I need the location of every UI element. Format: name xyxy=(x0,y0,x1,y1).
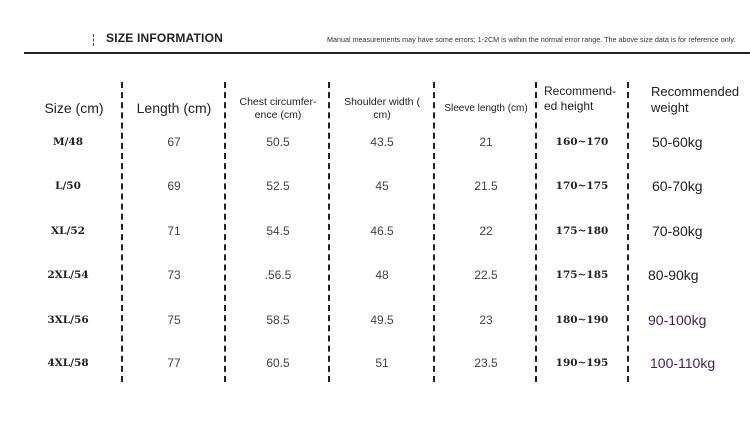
height-cell: 180~190 xyxy=(555,314,609,326)
shoulder-cell: 48 xyxy=(375,268,389,282)
height-cell: 175~180 xyxy=(555,225,609,237)
chest-cell: 50.5 xyxy=(266,135,290,149)
length-cell: 67 xyxy=(167,135,181,149)
height-cell: 170~175 xyxy=(555,180,609,192)
weight-cell: 100-110kg xyxy=(650,355,716,371)
weight-cell: 80-90kg xyxy=(648,267,699,283)
header-chest-line2: ence (cm) xyxy=(254,109,302,121)
weight-cell: 60-70kg xyxy=(652,178,703,194)
header-size-label: Size (cm) xyxy=(44,100,104,117)
sleeve-cell: 23.5 xyxy=(474,356,498,370)
height-cell: 190~195 xyxy=(555,357,609,369)
table-row xyxy=(0,216,750,246)
header-divider-mark xyxy=(93,34,96,46)
chest-cell: 54.5 xyxy=(266,224,290,238)
height-cell: 175~185 xyxy=(555,269,609,281)
table-row xyxy=(0,305,750,335)
shoulder-cell: 49.5 xyxy=(370,313,394,327)
shoulder-cell: 45 xyxy=(375,179,389,193)
size-cell: 4XL/58 xyxy=(47,357,89,369)
chest-cell: 52.5 xyxy=(266,179,290,193)
table-row xyxy=(0,127,750,157)
chest-cell: 58.5 xyxy=(266,313,290,327)
size-cell: 3XL/56 xyxy=(47,314,89,326)
header-shoulder-line1: Shoulder width ( xyxy=(344,95,420,108)
weight-cell: 90-100kg xyxy=(648,312,707,328)
header-height-line2: ed height xyxy=(544,99,594,113)
size-cell: L/50 xyxy=(55,180,81,192)
length-cell: 77 xyxy=(167,356,181,370)
size-cell: 2XL/54 xyxy=(47,269,89,281)
sleeve-cell: 22 xyxy=(479,224,493,238)
height-cell: 160~170 xyxy=(555,136,609,148)
shoulder-cell: 46.5 xyxy=(370,224,394,238)
sleeve-cell: 22.5 xyxy=(474,268,498,282)
header-chest-line1: Chest circumfer- xyxy=(239,95,317,108)
table-row xyxy=(0,171,750,201)
length-cell: 75 xyxy=(167,313,181,327)
header-weight-line1: Recommended xyxy=(651,84,740,99)
table-row xyxy=(0,348,750,378)
sleeve-cell: 21 xyxy=(479,135,493,149)
header-weight-line2: weight xyxy=(651,100,689,116)
header-sleeve-label: Sleeve length (cm) xyxy=(444,102,528,114)
table-row xyxy=(0,260,750,290)
shoulder-cell: 51 xyxy=(375,356,389,370)
measurement-note: Manual measurements may have some errors; 1-2CM is within the normal error range. The above size data is for reference only. xyxy=(327,35,736,44)
length-cell: 69 xyxy=(167,179,181,193)
header-shoulder-line2: cm) xyxy=(373,109,391,121)
header-height-line1: Recommend- xyxy=(544,84,617,98)
chest-cell: 60.5 xyxy=(266,356,290,370)
size-cell: M/48 xyxy=(52,136,84,148)
chest-cell: .56.5 xyxy=(264,268,292,282)
header-length-label: Length (cm) xyxy=(136,100,212,117)
header-rule xyxy=(24,52,750,54)
weight-cell: 50-60kg xyxy=(652,134,703,150)
sleeve-cell: 23 xyxy=(479,313,493,327)
size-cell: XL/52 xyxy=(51,225,85,237)
weight-cell: 70-80kg xyxy=(652,223,703,239)
shoulder-cell: 43.5 xyxy=(370,135,394,149)
sleeve-cell: 21.5 xyxy=(474,179,498,193)
length-cell: 73 xyxy=(167,268,181,282)
length-cell: 71 xyxy=(167,224,181,238)
page-title: SIZE INFORMATION xyxy=(106,31,223,45)
